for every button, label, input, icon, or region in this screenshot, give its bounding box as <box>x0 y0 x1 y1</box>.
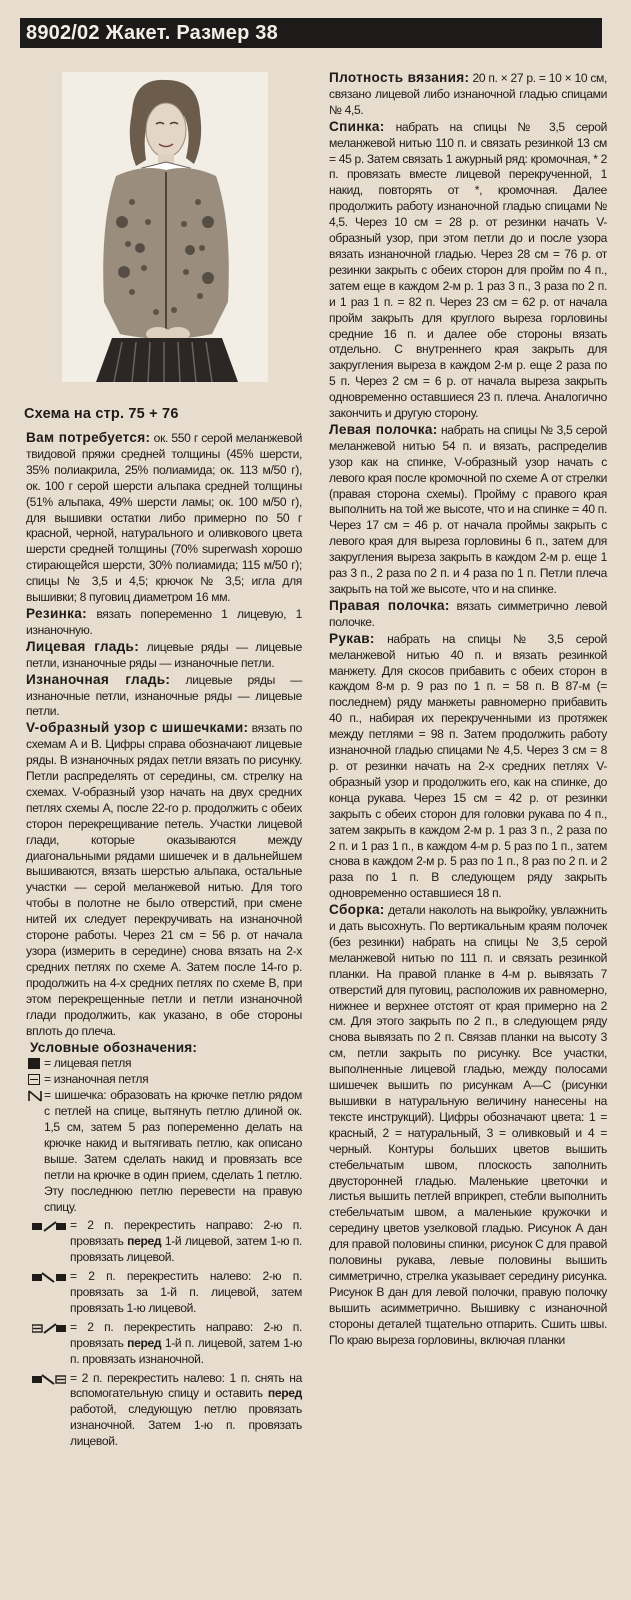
rib-heading: Резинка: <box>26 605 87 621</box>
legend-knit <box>26 1056 302 1072</box>
materials-heading: Вам потребуется: <box>26 430 151 445</box>
right-column <box>329 70 607 1349</box>
legend-purl <box>26 1072 302 1088</box>
gauge-text: 20 п. × 27 р. = 10 × 10 см, связано лицевой либо изнаночной гладью спицами № 4,5. <box>329 71 607 117</box>
cross1-text-b: перед <box>127 1234 162 1249</box>
legend-cross-left-2 <box>26 1371 302 1451</box>
assembly-paragraph <box>329 902 607 1348</box>
materials-paragraph <box>26 430 302 606</box>
cross4-text-b: перед <box>267 1386 302 1401</box>
bobble-icon <box>28 1090 42 1102</box>
legend-bobble-text: = шишечка: образовать на крючке петлю рядом с петлей на спице, вытянуть петлю длиной ок. 1,5 см, затем 5 раз попеременно делать на крючке накид и вытягивать петлю, как описано выше. Затем сделать накид и провязать все петли на крючке в один прием, сделать 1 петлю. Эту последнюю петлю перевести на правую спицу. <box>44 1088 302 1214</box>
reverse-stockinette-heading: Изнаночная гладь: <box>26 671 171 687</box>
cross4-text-a: = 2 п. перекрестить налево: 1 п. снять на вспомогательную спицу и оставить <box>70 1370 302 1401</box>
schema-reference: Схема на стр. 75 + 76 <box>24 406 179 422</box>
stockinette-paragraph <box>26 639 302 672</box>
cross-left-purl-icon <box>32 1373 66 1386</box>
legend-knit-text: = лицевая петля <box>44 1056 132 1071</box>
sleeve-heading: Рукав: <box>329 630 375 646</box>
gauge-paragraph <box>329 70 607 119</box>
cross3-text-b: перед <box>127 1335 162 1350</box>
materials-text: ок. 550 г серой меланжевой твидовой пряжи средней толщины (45% шерсти, 35% полиакрила, 25% полиамида; ок. 113 м/50 г), ок. 100 г серой шерсти альпака средней толщины (51% альпака, 49% шерсти ламы; ок. 100 м/50 г), для вышивки остатки либо примерно по 50 г красной, черной, натурального и оливкового цвета шерсти средней толщины (70% superwash хорошо стирающейся шерсти, 30% полиамида; 115 м/50 г); спицы № 3,5 и 4,5; крючок № 3,5; игла для вышивки; 8 пуговиц диаметром 16 мм. <box>26 431 302 605</box>
cross-left-icon <box>32 1271 66 1284</box>
left-front-heading: Левая полочка: <box>329 421 438 437</box>
stockinette-text: лицевые ряды — лицевые петли, изнаночные ряды — изнаночные петли. <box>26 639 302 670</box>
legend-purl-text: = изнаночная петля <box>44 1072 149 1087</box>
legend-heading: Условные обозначения: <box>30 1040 198 1056</box>
legend-cross-right-2 <box>26 1320 302 1368</box>
left-front-text: набрать на спицы № 3,5 серой меланжевой нитью 54 п. и вязать, распределив узор как на спинке, V-образный узор начать с левого края после кромочной по схеме А от стрелки (правая сторона схемы). Пройму с правого края выполнить на той же высоте, что и на спинке = 40 п. Через 17 см = 46 р. от начала проймы закрыть с левого края для выреза горловины 6 п., затем для закругления выреза закрыть в каждом 2-м р. еще 1 раз 3 п., 2 раза по 2 п. и 4 раза по 1 п. Петли плеча закрыть на той же высоте, что и на спинке. <box>329 422 607 596</box>
sleeve-text: набрать на спицы № 3,5 серой меланжевой нитью 40 п. и вязать резинкой манжету. Для скосов прибавить с обеих сторон в каждом 8-м р. 9 раз по 1 п. = 58 п. В 87-м (= последнем) ряду манжеты равномерно прибавить 40 п., набирая их перекрученными из протяжек между петлями = 98 п. Затем продолжить работу изнаночной гладью спицами № 4,5. Через 3 см = 8 р. от резинки начать на 2-х средних петлях V-образный узор и продолжить его, как на спинке, до конца рукава. Через 15 см = 42 р. от резинки закрыть с обеих сторон для головки рукава по 4 п., затем закрыть в каждом 2-м р. 1 раз 3 п., 2 раза по 2 п. и 1 раз 1 п., в каждом 4-м р. 5 раз по 1 п., затем снова в каждом 2-м р. 5 раз по 1 п., 8 раз по 2 п. и 2 раза по 1 п. В следующем ряду закрыть одновременно оставшиеся 18 п. <box>329 631 607 901</box>
sleeve-paragraph <box>329 631 607 902</box>
model-photo <box>62 72 268 382</box>
right-front-heading: Правая полочка: <box>329 597 450 613</box>
right-front-paragraph <box>329 598 607 631</box>
v-pattern-paragraph <box>26 720 302 1039</box>
stockinette-heading: Лицевая гладь: <box>26 638 140 654</box>
page-title: 8902/02 Жакет. Размер 38 <box>20 18 602 48</box>
cross2-text: = 2 п. перекрестить налево: 2-ю п. провязать за 1-й п. лицевой, затем провязать 1-ю лицевой. <box>70 1269 302 1315</box>
right-front-text: вязать симметрично левой полочке. <box>329 598 607 629</box>
cross1-text-c: 1-й лицевой, затем 1-ю п. провязать лицевой. <box>70 1234 302 1265</box>
gauge-heading: Плотность вязания: <box>329 70 470 85</box>
cross-right-purl-icon <box>32 1322 66 1335</box>
cross3-text-c: 1-й п. лицевой, затем 1-ю п. провязать изнаночной. <box>70 1335 302 1366</box>
back-heading: Спинка: <box>329 118 385 134</box>
reverse-stockinette-paragraph <box>26 672 302 721</box>
cross-right-icon <box>32 1220 66 1233</box>
purl-stitch-icon <box>28 1074 40 1085</box>
v-pattern-text: вязать по схемам А и В. Цифры справа обозначают лицевые ряды. В изнаночных рядах петли вязать по рисунку. Петли распределять от середины, см. стрелку на схемах. V-образный узор начать на двух средних петлях схемы А, после 22-го р. продолжить с обеих сторон перекрещивание петель. Участки лицевой глади, которые оказываются между диагональными рядами шишечек и в дальнейшем вышиваются, вязать шерстью альпака, остальные участки — серой меланжевой нитью. Для того чтобы в полотне не было отверстий, при смене нитей их следует перекручивать на изнаночной стороне работы. Через 21 см = 56 р. от начала узора (измерить в середине) снова вязать на 2-х средних петлях по схеме А. Затем после 14-го р. продолжить на 4-х средних петлях по схеме В, при этом перекрещенные петли и петли изнаночной глади продолжить, как указано, в обе стороны вплоть до плеча. <box>26 721 302 1038</box>
rib-text: вязать попеременно 1 лицевую, 1 изнаночную. <box>26 606 302 637</box>
model-photo-illustration <box>62 72 268 382</box>
back-text: набрать на спицы № 3,5 серой меланжевой нитью 110 п. и связать резинкой 13 см = 45 р. Затем связать 1 ажурный ряд: кромочная, * 2 п. провязать вместе лицевой перекрученной, 1 накид, повторять от *, кромочная. Далее продолжить работу изнаночной гладью спицами № 4,5. Через 10 см = 28 р. от резинки начать V-образный узор, при этом петли до и после узора вязать изнаночной гладью. Через 28 см = 76 р. от резинки закрыть с обеих сторон для пройм по 4 п., затем еще в каждом 2-м р. 1 раз 3 п., 3 раза по 2 п. и 1 раз 1 п. = 82 п. Через 23 см = 62 р. от начала пройм закрыть для круглого выреза горловины средние 16 п. и далее обе стороны вязать отдельно. С внутреннего края закрыть для закругления выреза в каждом 2-м р. еще 2 раза по 5 п. Через 2 см = 6 р. от начала выреза закрыть одновременно оставшиеся 23 п. плеча. Аналогично закончить и другую сторону. <box>329 119 607 421</box>
legend-cross-left-1 <box>26 1269 302 1317</box>
reverse-stockinette-text: лицевые ряды — изнаночные петли, изнаночные ряды — лицевые петли. <box>26 672 303 719</box>
left-front-paragraph <box>329 422 607 598</box>
legend-cross-right-1 <box>26 1218 302 1266</box>
assembly-heading: Сборка: <box>329 902 385 918</box>
legend-bobble <box>26 1088 302 1215</box>
left-column <box>26 430 302 1450</box>
back-paragraph <box>329 119 607 422</box>
assembly-text: детали наколоть на выкройку, увлажнить и дать высохнуть. По вертикальным краям полочек (без резинки) набрать на спицы № 3,5 серой меланжевой нитью по 111 п. и связать резинкой планки. На правой планке в 4-м р. вывязать 7 отверстий для пуговиц, расположив их равномерно, нижнее и верхнее отстоят от края примерно на 2 см. Для этого закрыть по 2 п., в следующем ряду снова вывязать по 2 п. Связав планки на высоту 3 см, петли закрыть по рисунку. Все участки, выполненные лицевой гладью, между полосами шишечек вышить по рисункам А—С (рисунки вышивки в натуральную величину нанесены на тексте инструкций). Цифры обозначают цвета: 1 = красный, 2 = натуральный, 3 = оливковый и 4 = черный. Контуры больших цветов вышить стебельчатым швом, плоскость заполнить двусторонней гладью. Маленькие цветочки и листья вышить петлей вприкреп, стебли выполнить стебельчатым швом, а маленькие кружочки и середину цветов узелковой гладью. Рисунок А дан для правой половины спинки, рисунок С для правой половины рукава, левые половины вышить симметрично, стрелка указывает середину рисунка. Рисунок В дан для левой полочки, правую полочку вышить асимметрично. Вышивку с изнаночной стороны деталей тщательно отпарить. Сшить швы. По краю выреза горловины, включая планки <box>329 903 607 1347</box>
cross3-text-a: = 2 п. перекрестить направо: 2-ю п. провязать <box>70 1319 302 1350</box>
cross1-text-a: = 2 п. перекрестить направо: 2-ю п. провязать <box>70 1218 302 1249</box>
rib-paragraph <box>26 606 302 639</box>
cross4-text-c: работой, следующую петлю провязать изнаночной. Затем 1-ю п. провязать лицевой. <box>70 1402 302 1449</box>
knit-stitch-icon <box>28 1058 40 1069</box>
v-pattern-heading: V-образный узор с шишечками: <box>26 720 249 736</box>
